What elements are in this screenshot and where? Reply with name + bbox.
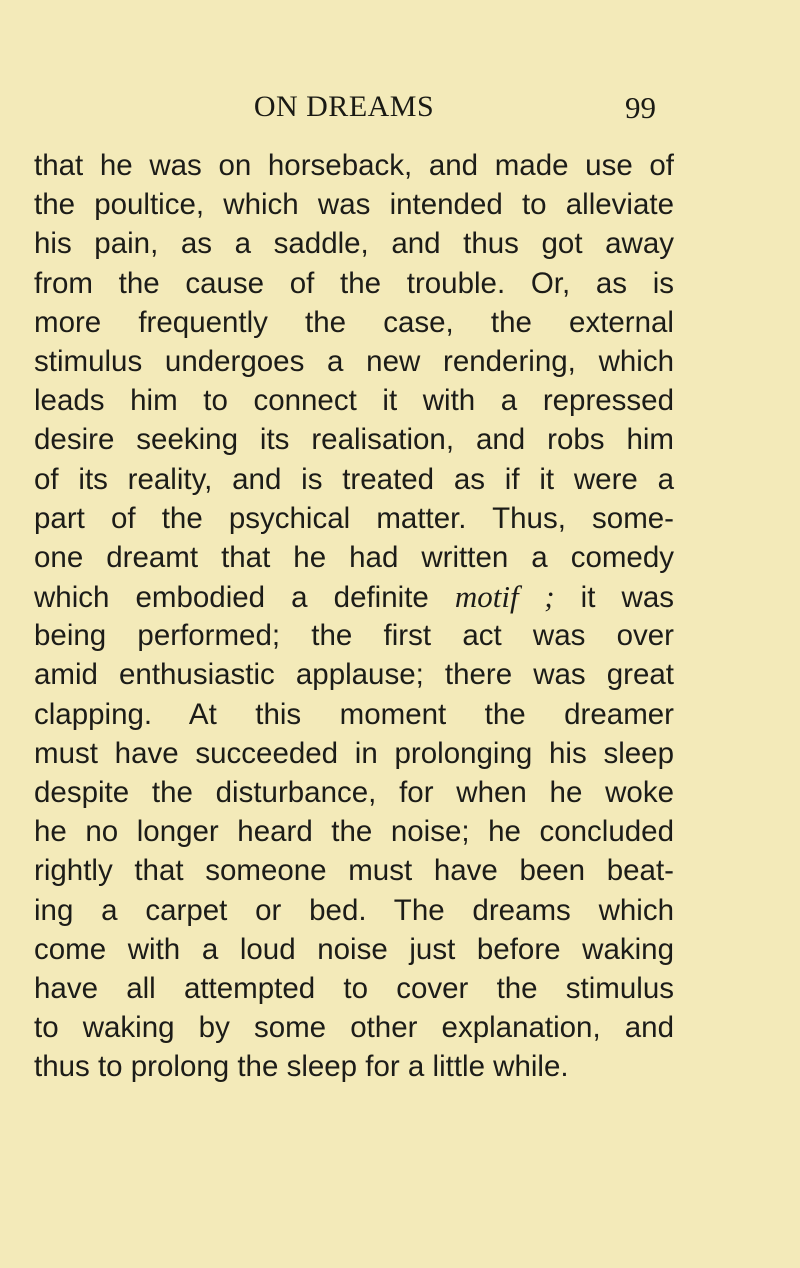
text-line: stimulus undergoes a new rendering, which <box>34 344 674 378</box>
text-line: from the cause of the trouble. Or, as is <box>34 266 674 300</box>
text-segment: which embodied a definite <box>34 581 455 615</box>
text-line: being performed; the first act was over <box>34 619 674 653</box>
running-head <box>34 90 654 130</box>
text-line: of its reality, and is treated as if it were a <box>34 462 674 496</box>
text-line: part of the psychical matter. Thus, some- <box>34 501 674 535</box>
text-line: the poultice, which was intended to alleviate <box>34 188 674 222</box>
body-text <box>34 146 674 1087</box>
page-number: 99 <box>625 90 656 125</box>
text-line: amid enthusiastic applause; there was great <box>34 658 674 692</box>
text-line: he no longer heard the noise; he concluded <box>34 815 674 849</box>
text-line: one dreamt that he had written a comedy <box>34 540 674 574</box>
text-line: ing a carpet or bed. The dreams which <box>34 893 674 927</box>
italic-term: motif ; <box>454 579 555 615</box>
text-line: thus to prolong the sleep for a little while. <box>34 1050 569 1084</box>
text-line: must have succeeded in prolonging his sleep <box>34 736 674 770</box>
text-line: desire seeking its realisation, and robs him <box>34 423 674 457</box>
text-line: clapping. At this moment the dreamer <box>34 697 674 731</box>
text-line: come with a loud noise just before waking <box>34 932 674 966</box>
text-line: despite the disturbance, for when he woke <box>34 776 674 809</box>
text-line: that he was on horseback, and made use of <box>34 149 674 182</box>
text-segment: it was <box>554 581 674 615</box>
text-line: leads him to connect it with a repressed <box>34 384 674 418</box>
text-line: have all attempted to cover the stimulus <box>34 971 674 1005</box>
text-line: his pain, as a saddle, and thus got away <box>34 227 674 261</box>
text-line: more frequently the case, the external <box>34 305 674 339</box>
text-line: to waking by some other explanation, and <box>34 1011 674 1045</box>
text-line-with-italic <box>34 577 674 616</box>
text-line: rightly that someone must have been beat- <box>34 854 674 888</box>
running-title: ON DREAMS <box>253 90 435 123</box>
